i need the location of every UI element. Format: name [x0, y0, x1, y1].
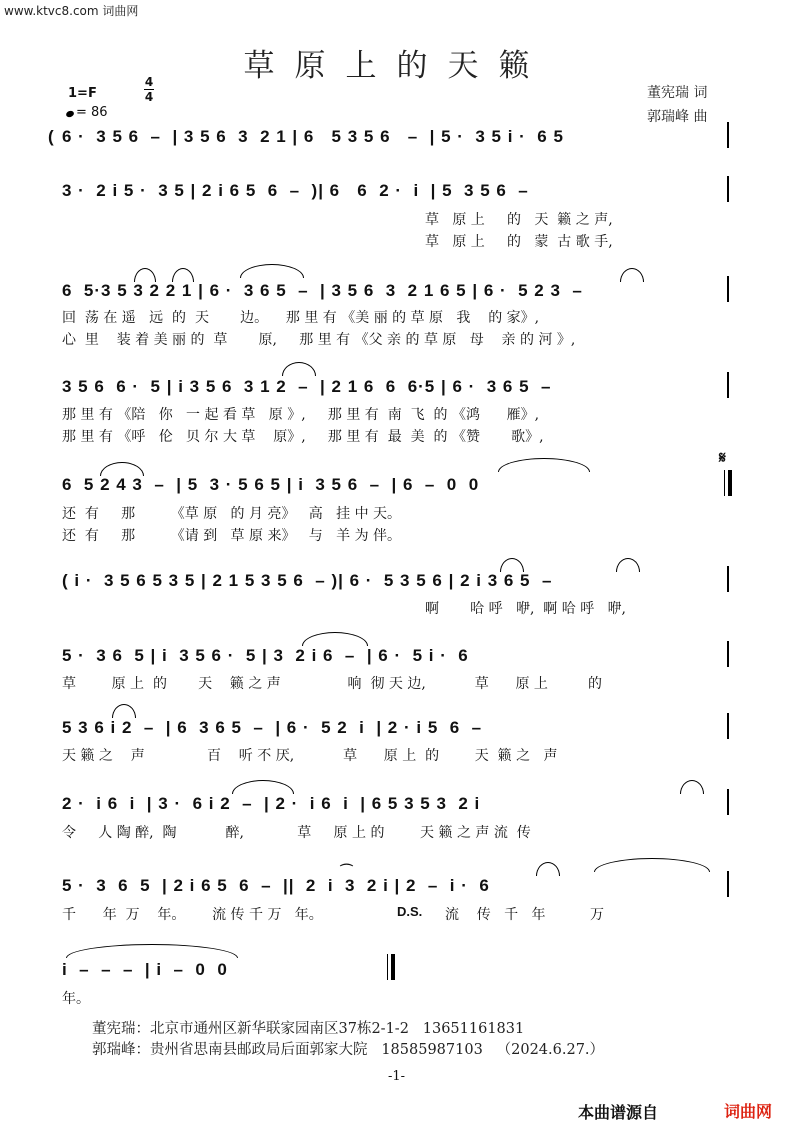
- lyric-row-7: 草 原 上 的 天 籁 之 声 响 彻 天 边, 草 原 上 的: [62, 676, 602, 692]
- tie: [66, 944, 238, 958]
- notation-row-6: ( i · 3 5 6 5 3 5 | 2 1 5 3 5 6 – )| 6 · 5 3 5 6 | 2 i 3 6 5 –: [62, 571, 553, 590]
- barline: [727, 566, 729, 592]
- tie: [232, 780, 294, 794]
- tempo-value: = 86: [76, 105, 108, 120]
- lyric-row-4-verse-1: 那 里 有 《陪 你 一 起 看 草 原 》, 那 里 有 南 飞 的 《鸿 雁》,: [62, 407, 540, 423]
- lyric-row-3-verse-2: 心 里 装 着 美 丽 的 草 原, 那 里 有 《父 亲 的 草 原 母 亲 的 河 》,: [62, 332, 576, 348]
- composer-credit: 郭瑞峰 曲: [647, 109, 708, 125]
- time-sig-top: 4: [144, 75, 154, 89]
- notation-row-9: 2 · i 6 i | 3 · 6 i 2 – | 2 · i 6 i | 6 5 3 5 3 2 i: [62, 794, 481, 813]
- lyric-row-2-verse-2: 草 原 上 的 蒙 古 歌 手,: [425, 234, 613, 250]
- footer-composer-address: 郭瑞峰：贵州省思南县邮政局后面郭家大院 18585987103 （2024.6.27.）: [92, 1042, 605, 1058]
- barline: [727, 789, 729, 815]
- barline: [727, 122, 729, 148]
- tie: [536, 862, 560, 876]
- notation-row-5: 6 5 2 4 3 – | 5 3 · 5 6 5 | i 3 5 6 – | 6 – 0 0: [62, 475, 480, 494]
- notation-row-2: 3 · 2 i 5 · 3 5 | 2 i 6 5 6 – )| 6 6 2 · i | 5 3 5 6 –: [62, 181, 529, 200]
- tie: [100, 462, 144, 476]
- tie: [500, 558, 524, 572]
- tie: [620, 268, 644, 282]
- lyricist-credit: 董宪瑞 词: [647, 85, 708, 101]
- fermata-icon: ⌒: [340, 864, 354, 879]
- site-url[interactable]: www.ktvc8.com 词曲网: [4, 4, 139, 18]
- dal-segno-mark: D.S.: [397, 904, 423, 919]
- song-title: 草原上的天籁: [243, 48, 550, 84]
- time-signature: [143, 75, 155, 104]
- lyric-row-4-verse-2: 那 里 有 《呼 伦 贝 尔 大 草 原》, 那 里 有 最 美 的 《赞 歌》,: [62, 429, 544, 445]
- tie: [498, 458, 590, 472]
- segno-icon: 𝄋: [719, 448, 726, 467]
- notation-row-4: 3 5 6 6 · 5 | i 3 5 6 3 1 2 – | 2 1 6 6 6·5 | 6 · 3 6 5 –: [62, 377, 552, 396]
- notation-row-1: 6 · 3 5 6 – | 3 5 6 3 2 1 | 6 5 3 5 6 – | 5 · 3 5 i · 6 5: [62, 127, 564, 146]
- lyric-row-6: 啊 哈 呼 咿, 啊 哈 呼 咿,: [425, 601, 627, 617]
- tie: [302, 632, 368, 646]
- key-signature: 1=F: [68, 86, 97, 101]
- footer-lyricist-address: 董宪瑞：北京市通州区新华联家园南区37栋2-1-2 13651161831: [92, 1021, 525, 1037]
- lyric-row-11: 年。: [62, 991, 90, 1007]
- barline: [727, 713, 729, 739]
- tie: [134, 268, 156, 282]
- barline: [727, 871, 729, 897]
- notation-row-8: 5 3 6 i 2 – | 6 3 6 5 – | 6 · 5 2 i | 2 · i 5 6 –: [62, 718, 483, 737]
- repeat-barline-thick: [728, 470, 732, 496]
- lyric-row-8: 天 籁 之 声 百 听 不 厌, 草 原 上 的 天 籁 之 声: [62, 748, 558, 764]
- lyric-row-10-part-2: 流 传 千 年 万: [445, 907, 605, 923]
- tie: [172, 268, 194, 282]
- source-label: 本曲谱源自: [578, 1103, 659, 1122]
- notation-row-11: i – – – | i – 0 0: [62, 960, 228, 979]
- barline: [727, 641, 729, 667]
- time-sig-bottom: 4: [144, 90, 154, 104]
- notation-row-10: 5 · 3 6 5 | 2 i 6 5 6 – || 2 i 3 2 i | 2 – i · 6: [62, 876, 490, 895]
- brand-logo[interactable]: 词曲网: [724, 1102, 773, 1121]
- repeat-barline: [724, 470, 725, 496]
- final-barline-thin: [387, 954, 388, 980]
- quarter-note-icon: [65, 110, 75, 118]
- lyric-row-3-verse-1: 回 荡 在 遥 远 的 天 边。 那 里 有 《美 丽 的 草 原 我 的 家》,: [62, 310, 540, 326]
- lyric-row-2-verse-1: 草 原 上 的 天 籁 之 声,: [425, 212, 613, 228]
- barline: [727, 372, 729, 398]
- music-row-1: [48, 127, 55, 147]
- page-number: -1-: [387, 1069, 406, 1084]
- lyric-row-5-verse-1: 还 有 那 《草 原 的 月 亮》 高 挂 中 天。: [62, 506, 402, 522]
- notation-row-3: 6 5·3 5 3 2 2 1 | 6 · 3 6 5 – | 3 5 6 3 2 1 6 5 | 6 · 5 2 3 –: [62, 281, 583, 300]
- tie: [282, 362, 316, 376]
- tie: [616, 558, 640, 572]
- tie: [240, 264, 304, 278]
- tie: [594, 858, 710, 872]
- tie: [680, 780, 704, 794]
- final-barline-thick: [391, 954, 395, 980]
- notation-row-7: 5 · 3 6 5 | i 3 5 6 · 5 | 3 2 i 6 – | 6 · 5 i · 6: [62, 646, 469, 665]
- barline: [727, 176, 729, 202]
- tie: [112, 704, 136, 718]
- lyric-row-10-part-1: 千 年 万 年。 流 传 千 万 年。: [62, 907, 323, 923]
- lyric-row-5-verse-2: 还 有 那 《请 到 草 原 来》 与 羊 为 伴。: [62, 528, 402, 544]
- barline: [727, 276, 729, 302]
- lyric-row-9: 令 人 陶 醉, 陶 醉, 草 原 上 的 天 籁 之 声 流 传: [62, 825, 531, 841]
- open-paren: (: [48, 127, 55, 146]
- tempo-mark: [66, 105, 108, 120]
